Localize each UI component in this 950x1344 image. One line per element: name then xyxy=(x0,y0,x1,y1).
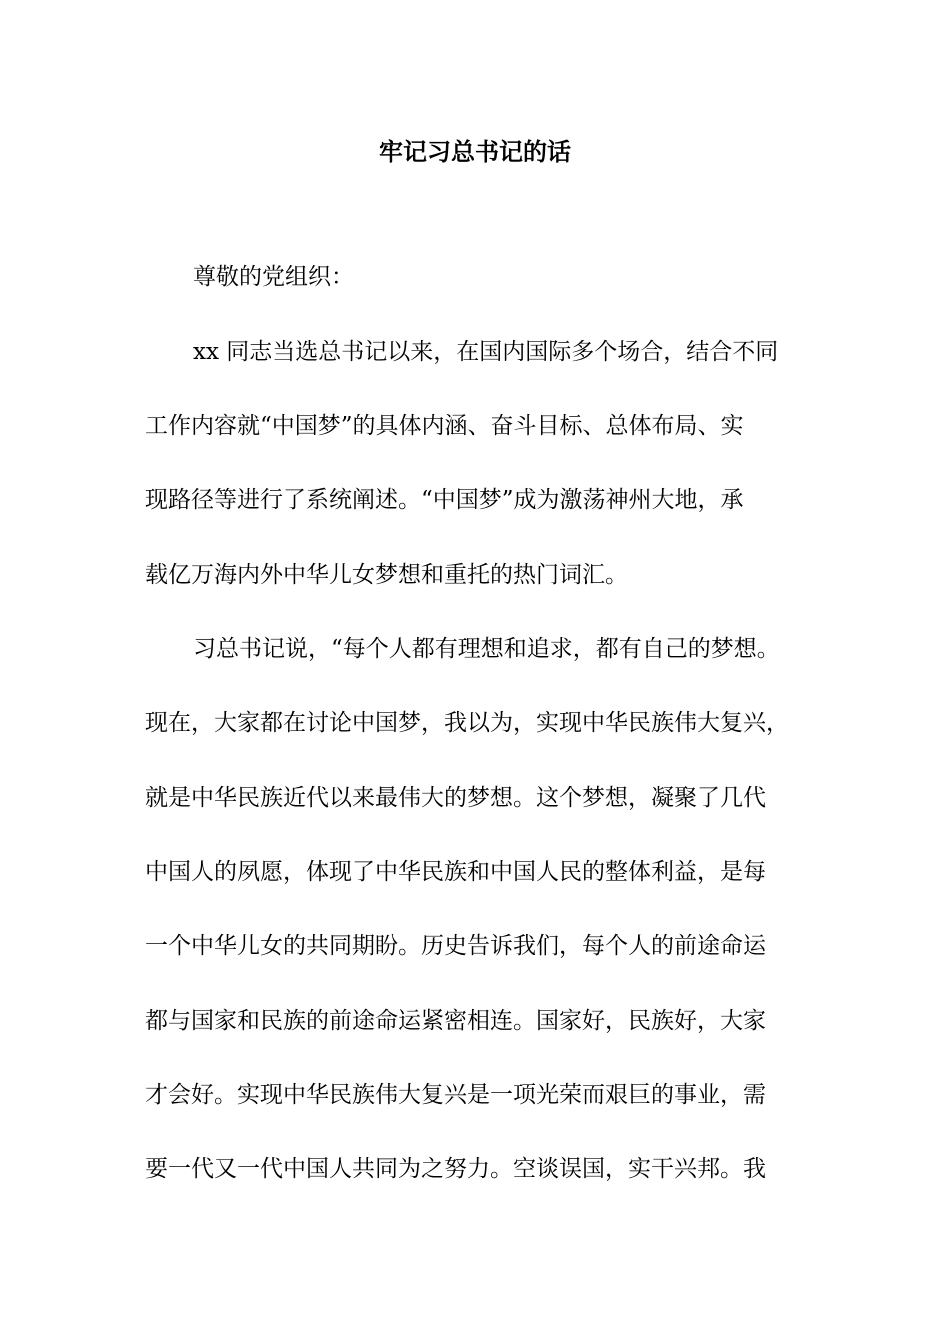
paragraph-line: xx 同志当选总书记以来，在国内国际多个场合，结合不同 xyxy=(193,339,779,365)
paragraph-line: 都与国家和民族的前途命运紧密相连。国家好，民族好，大家 xyxy=(145,1008,766,1034)
paragraph-line: 一个中华儿女的共同期盼。历史告诉我们，每个人的前途命运 xyxy=(145,933,766,959)
paragraph-line: 就是中华民族近代以来最伟大的梦想。这个梦想，凝聚了几代 xyxy=(145,785,766,811)
paragraph-line: 才会好。实现中华民族伟大复兴是一项光荣而艰巨的事业，需 xyxy=(145,1082,766,1108)
paragraph-line: 中国人的夙愿，体现了中华民族和中国人民的整体利益，是每 xyxy=(145,859,766,885)
paragraph-line: 现路径等进行了系统阐述。“中国梦”成为激荡神州大地，承 xyxy=(145,487,744,513)
document-title: 牢记习总书记的话 xyxy=(379,137,571,166)
paragraph-line: 现在，大家都在讨论中国梦，我以为，实现中华民族伟大复兴， xyxy=(145,710,789,736)
salutation: 尊敬的党组织： xyxy=(193,264,354,290)
paragraph-line: 工作内容就“中国梦”的具体内涵、奋斗目标、总体布局、实 xyxy=(145,413,744,439)
paragraph-line: 要一代又一代中国人共同为之努力。空谈误国，实干兴邦。我 xyxy=(145,1156,766,1182)
paragraph-line: 习总书记说，“每个人都有理想和追求，都有自己的梦想。 xyxy=(193,636,780,662)
paragraph-line: 载亿万海内外中华儿女梦想和重托的热门词汇。 xyxy=(145,562,628,588)
